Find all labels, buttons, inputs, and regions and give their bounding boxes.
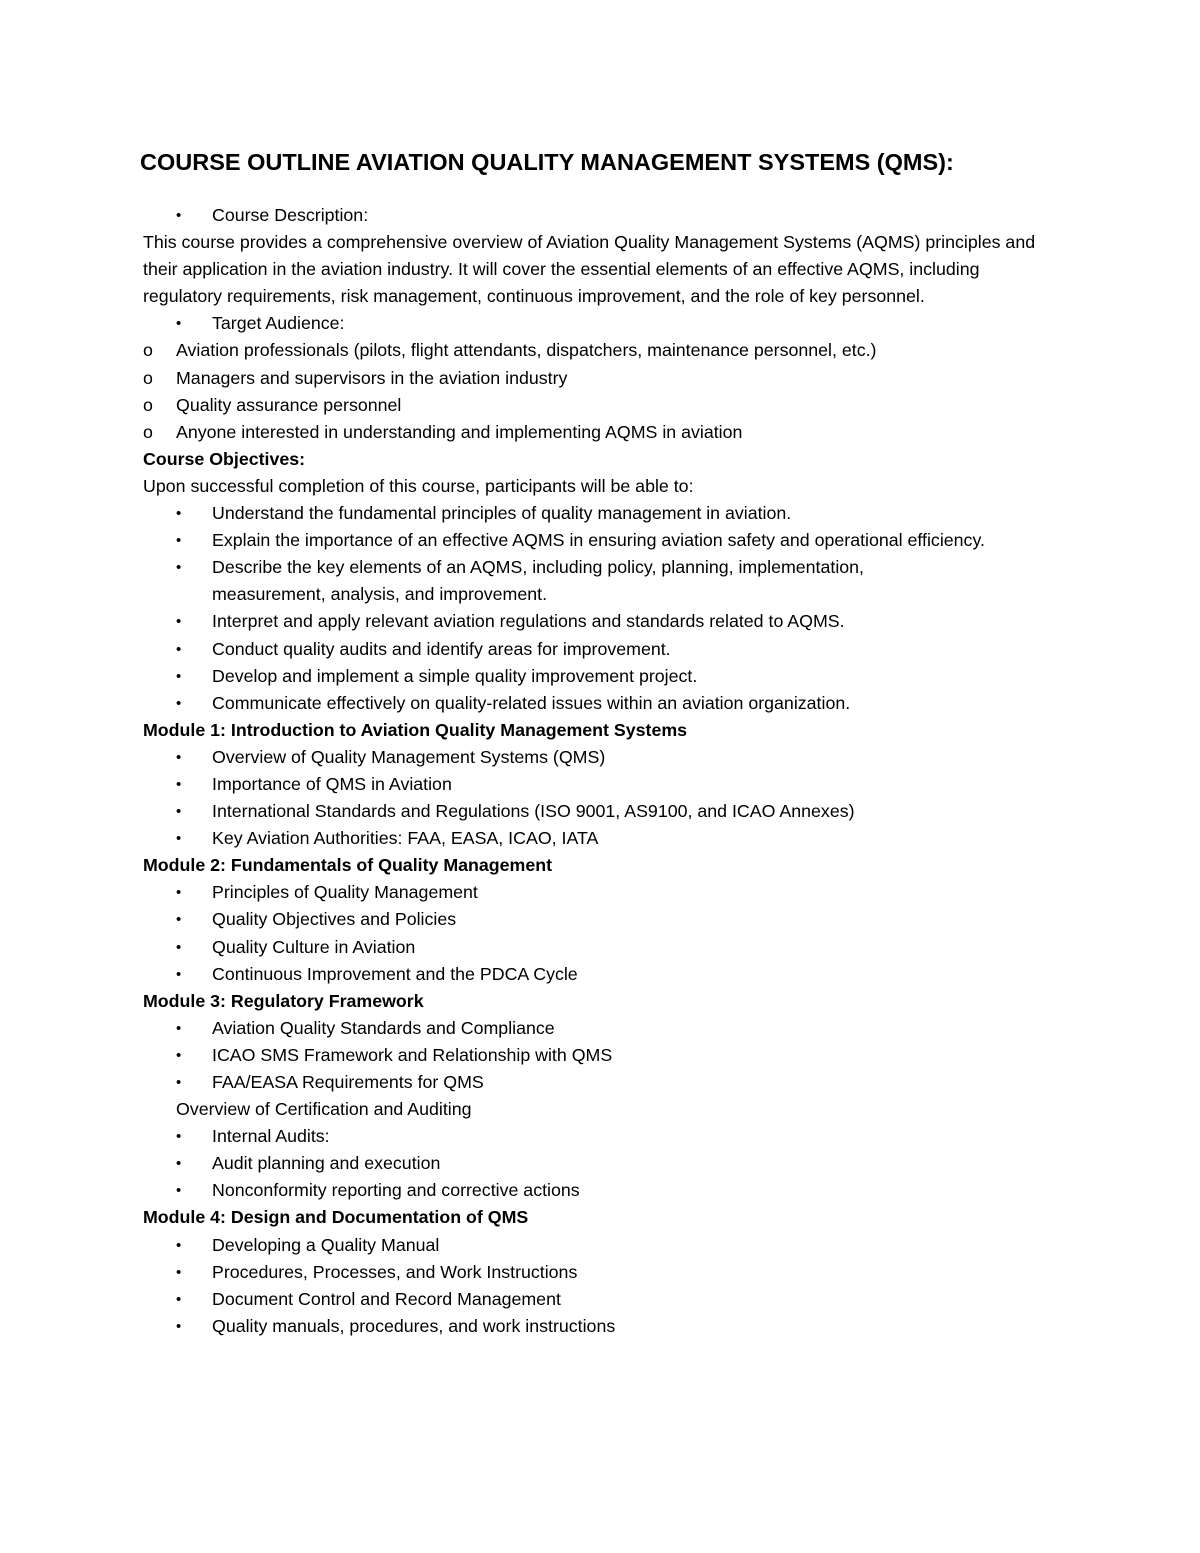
bullet-icon: • [176, 1074, 182, 1091]
module-1-item-text: Importance of QMS in Aviation [212, 773, 452, 794]
module-3-subheading: Overview of Certification and Auditing [176, 1099, 472, 1120]
course-description-label: Course Description: [212, 205, 369, 225]
module-2-item [143, 934, 1043, 961]
module-4-item-text: Document Control and Record Management [212, 1288, 561, 1309]
module-1-item-text: International Standards and Regulations (ISO 9001, AS9100, and ICAO Annexes) [212, 801, 855, 822]
bullet-icon: • [176, 1236, 182, 1254]
module-1-heading: Module 1: Introduction to Aviation Quality Management Systems [143, 719, 688, 740]
module-1-item-text: Key Aviation Authorities: FAA, EASA, ICAO, IATA [212, 828, 599, 849]
module-3-audit-item-text: Internal Audits: [212, 1126, 330, 1147]
bullet-icon: • [176, 1046, 182, 1064]
module-3-item-text: FAA/EASA Requirements for QMS [212, 1072, 484, 1092]
bullet-icon: • [176, 830, 182, 848]
module-4-heading: Module 4: Design and Documentation of QMS [143, 1207, 529, 1228]
bullet-icon: • [176, 559, 182, 577]
audience-item [143, 365, 1043, 392]
bullet-icon: • [176, 775, 182, 793]
module-3-item-text: Aviation Quality Standards and Compliance [212, 1017, 555, 1038]
objective-item-text: Understand the fundamental principles of quality management in aviation. [212, 503, 792, 524]
bullet-icon: • [176, 748, 182, 766]
bullet-icon: • [176, 803, 182, 821]
module-3-audit-item-text: Nonconformity reporting and corrective actions [212, 1180, 580, 1201]
target-audience-label-item [143, 310, 1043, 337]
document-body [143, 202, 1043, 1340]
module-4-item-text: Quality manuals, procedures, and work instructions [212, 1315, 616, 1336]
objectives-intro: Upon successful completion of this course, participants will be able to: [143, 475, 694, 496]
audience-item-text: Quality assurance personnel [176, 394, 402, 415]
module-2-item-text: Quality Objectives and Policies [212, 909, 457, 930]
bullet-icon: • [176, 613, 182, 631]
bullet-icon: • [176, 884, 182, 902]
module-2-item [143, 906, 1043, 933]
audience-item-text: Aviation professionals (pilots, flight attendants, dispatchers, maintenance personnel, etc.) [176, 340, 877, 361]
audience-item-text: Anyone interested in understanding and implementing AQMS in aviation [176, 421, 743, 442]
module-1-item [143, 825, 1043, 852]
sub-bullet-icon: o [143, 340, 153, 361]
bullet-icon: • [176, 667, 182, 685]
bullet-icon: • [176, 640, 182, 658]
bullet-icon: • [176, 965, 182, 983]
bullet-icon: • [176, 315, 182, 333]
bullet-icon: • [176, 1290, 182, 1308]
objective-item-text: Communicate effectively on quality-related issues within an aviation organization. [212, 692, 851, 713]
objective-item [143, 608, 1043, 635]
bullet-icon: • [176, 1317, 182, 1335]
module-3-item [143, 1042, 1043, 1069]
objective-item-text: Explain the importance of an effective AQMS in ensuring aviation safety and operational efficiency. [212, 530, 985, 551]
objective-item [143, 663, 1043, 690]
objective-item-text: Interpret and apply relevant aviation regulations and standards related to AQMS. [212, 611, 845, 632]
bullet-icon: • [176, 1128, 182, 1146]
sub-bullet-icon: o [143, 394, 153, 415]
module-4-item [143, 1286, 1043, 1313]
bullet-icon: • [176, 1182, 182, 1200]
objective-item [143, 500, 1043, 527]
module-3-item [143, 1015, 1043, 1042]
sub-bullet-icon: o [143, 421, 153, 442]
bullet-icon: • [176, 938, 182, 956]
audience-item [143, 337, 1043, 364]
bullet-icon: • [176, 1155, 182, 1173]
target-audience-label: Target Audience: [212, 313, 345, 334]
objective-item-text: Describe the key elements of an AQMS, including policy, planning, implementation, measurement, analysis, and improvement. [212, 557, 864, 605]
course-description-text: This course provides a comprehensive overview of Aviation Quality Management Systems (AQMS) principles and their application in the aviation industry. It will cover the essential elements of an effective AQMS, including regulatory requirements, risk management, continuous improvement, and the role of key personnel. [143, 232, 1036, 307]
objective-item-text: Develop and implement a simple quality improvement project. [212, 665, 698, 686]
bullet-icon: • [176, 1019, 182, 1037]
module-4-item [143, 1259, 1043, 1286]
module-1-item [143, 744, 1043, 771]
audience-item [143, 392, 1043, 419]
sub-bullet-icon: o [143, 367, 153, 388]
module-2-item [143, 961, 1043, 988]
module-1-item [143, 798, 1043, 825]
course-description-label-item [143, 202, 1043, 229]
bullet-icon: • [176, 911, 182, 929]
bullet-icon: • [176, 694, 182, 712]
objective-item [143, 554, 1043, 608]
objective-item [143, 527, 1043, 554]
module-3-audit-item [143, 1123, 1043, 1150]
module-2-item-text: Principles of Quality Management [212, 882, 478, 903]
module-3-item [143, 1069, 1043, 1096]
module-4-item [143, 1313, 1043, 1340]
module-3-audit-item [143, 1150, 1043, 1177]
objective-item [143, 690, 1043, 717]
objectives-heading: Course Objectives: [143, 448, 306, 469]
module-3-item-text: ICAO SMS Framework and Relationship with QMS [212, 1044, 613, 1065]
objective-item [143, 636, 1043, 663]
module-1-item-text: Overview of Quality Management Systems (QMS) [212, 746, 606, 767]
module-4-item [143, 1232, 1043, 1259]
module-3-audit-item-text: Audit planning and execution [212, 1153, 441, 1174]
module-4-item-text: Procedures, Processes, and Work Instructions [212, 1261, 578, 1282]
bullet-icon: • [176, 207, 182, 224]
audience-item-text: Managers and supervisors in the aviation industry [176, 367, 568, 388]
objective-item-text: Conduct quality audits and identify areas for improvement. [212, 638, 671, 659]
bullet-icon: • [176, 505, 182, 523]
document-title: COURSE OUTLINE AVIATION QUALITY MANAGEMENT SYSTEMS (QMS): [140, 149, 954, 175]
bullet-icon: • [176, 1263, 182, 1281]
module-3-heading: Module 3: Regulatory Framework [143, 990, 424, 1011]
audience-item [143, 419, 1043, 446]
bullet-icon: • [176, 532, 182, 550]
module-3-audit-item [143, 1177, 1043, 1204]
module-4-item-text: Developing a Quality Manual [212, 1234, 440, 1255]
module-2-item-text: Quality Culture in Aviation [212, 936, 416, 957]
module-2-heading: Module 2: Fundamentals of Quality Management [143, 855, 553, 876]
module-1-item [143, 771, 1043, 798]
module-2-item-text: Continuous Improvement and the PDCA Cycle [212, 963, 578, 984]
module-2-item [143, 879, 1043, 906]
